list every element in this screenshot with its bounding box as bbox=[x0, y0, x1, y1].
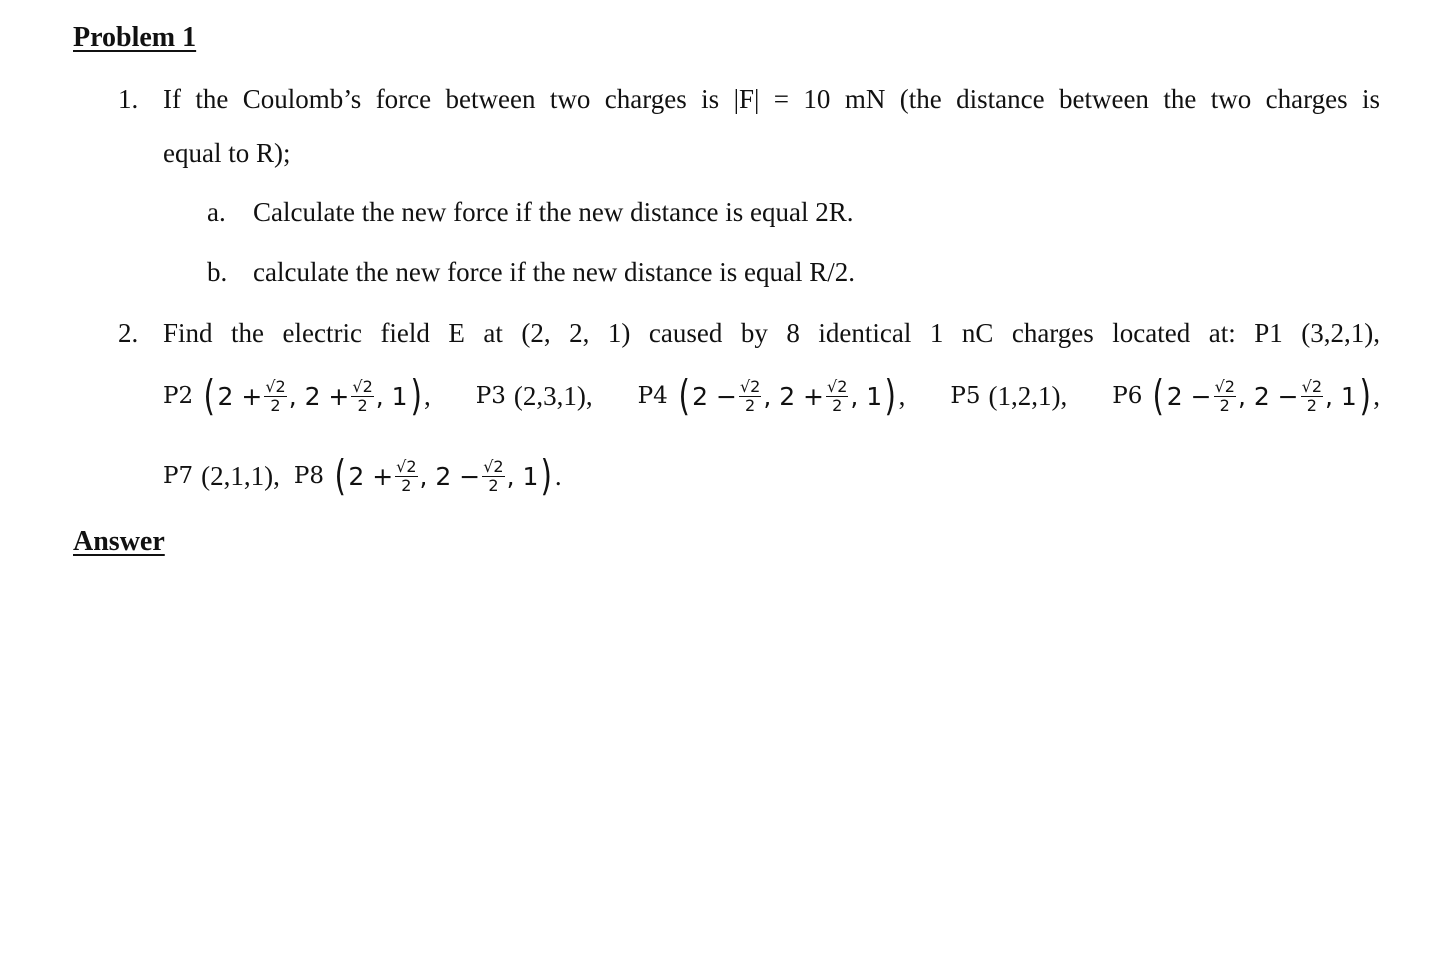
p8-term-2: , 2 − bbox=[419, 461, 481, 491]
p2-term-1: 2 + bbox=[217, 381, 263, 411]
open-paren: ( bbox=[678, 371, 690, 420]
sqrt2-over-2-fraction: $\frac{√2}{2}$ bbox=[1214, 376, 1235, 415]
close-paren: ) bbox=[1359, 371, 1371, 420]
point-p4 bbox=[637, 371, 906, 420]
open-paren: ( bbox=[1152, 371, 1165, 420]
item-1a-text: Calculate the new force if the new distance is equal 2R. bbox=[253, 197, 854, 227]
point-p5-label: P5 bbox=[950, 383, 981, 409]
sqrt2-over-2-fraction: $\frac{√2}{2}$ bbox=[827, 376, 848, 415]
problem-heading: Problem 1 bbox=[73, 22, 197, 53]
point-p2-label: P2 bbox=[163, 383, 194, 409]
sqrt2-over-2-fraction: $\frac{√2}{2}$ bbox=[483, 456, 504, 495]
item-1a-label: a. bbox=[207, 197, 226, 227]
close-paren: ) bbox=[884, 371, 897, 420]
point-p2 bbox=[163, 371, 431, 420]
p4-term-3: , 1 bbox=[850, 381, 883, 411]
point-p6 bbox=[1112, 371, 1380, 420]
p8-tail: . bbox=[554, 460, 562, 491]
p4-term-2: , 2 + bbox=[763, 381, 825, 411]
point-p3 bbox=[476, 381, 593, 412]
charge-positions-row-1 bbox=[163, 366, 1380, 426]
item-1-text-line-2: equal to R); bbox=[163, 138, 291, 168]
sqrt2-over-2-fraction: $\frac{√2}{2}$ bbox=[1301, 376, 1323, 415]
p4-tail: , bbox=[898, 380, 906, 411]
p2-tail: , bbox=[423, 380, 431, 411]
item-1b-label: b. bbox=[207, 257, 228, 287]
p6-term-2: , 2 − bbox=[1237, 381, 1299, 411]
point-p3-label: P3 bbox=[475, 383, 506, 409]
item-2-text-line-1: Find the electric field E at (2, 2, 1) caused by 8 identical 1 nC charges located at: P1 (3,2,1), bbox=[163, 318, 1380, 348]
sqrt2-over-2-fraction: $\frac{√2}{2}$ bbox=[739, 376, 761, 415]
point-p3-coord: (2,3,1), bbox=[513, 380, 593, 411]
p8-term-1: 2 + bbox=[348, 461, 394, 491]
p2-term-2: , 2 + bbox=[288, 381, 350, 411]
point-p8 bbox=[293, 451, 562, 500]
open-paren: ( bbox=[334, 451, 346, 500]
p6-term-1: 2 − bbox=[1166, 381, 1212, 411]
p6-tail: , bbox=[1373, 380, 1380, 411]
charge-positions-row-2 bbox=[163, 446, 1380, 506]
point-p7-coord: (2,1,1), bbox=[201, 460, 280, 491]
point-p8-label: P8 bbox=[293, 463, 324, 489]
close-paren: ) bbox=[410, 371, 422, 420]
item-1-number: 1. bbox=[118, 84, 139, 114]
open-paren: ( bbox=[203, 371, 216, 420]
close-paren: ) bbox=[540, 451, 553, 500]
item-2-number: 2. bbox=[118, 318, 139, 348]
sqrt2-over-2-fraction: $\frac{√2}{2}$ bbox=[396, 456, 417, 495]
p4-term-1: 2 − bbox=[692, 381, 737, 411]
point-p6-label: P6 bbox=[1112, 383, 1143, 409]
sqrt2-over-2-fraction: $\frac{√2}{2}$ bbox=[265, 376, 286, 415]
point-p7-label: P7 bbox=[163, 463, 194, 489]
sqrt2-over-2-fraction: $\frac{√2}{2}$ bbox=[352, 376, 373, 415]
answer-heading: Answer bbox=[73, 526, 165, 557]
point-p7 bbox=[163, 461, 280, 492]
point-p4-label: P4 bbox=[637, 383, 668, 409]
point-p5 bbox=[950, 381, 1067, 412]
item-1-text-line-1: If the Coulomb’s force between two charges is |F| = 10 mN (the distance between the two charges is bbox=[163, 84, 1380, 114]
p2-term-3: , 1 bbox=[375, 381, 408, 411]
item-1b-text: calculate the new force if the new distance is equal R/2. bbox=[253, 257, 856, 287]
p8-term-3: , 1 bbox=[506, 461, 539, 491]
p6-term-3: , 1 bbox=[1325, 381, 1357, 411]
point-p5-coord: (1,2,1), bbox=[988, 380, 1068, 411]
